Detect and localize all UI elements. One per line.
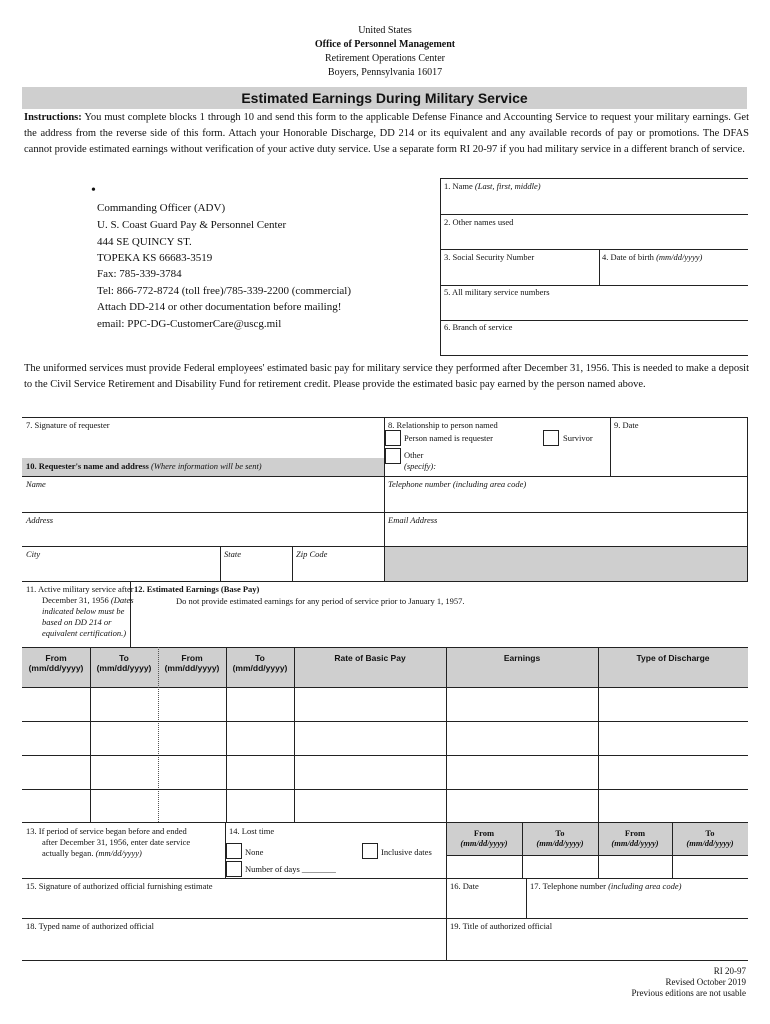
- field-dob[interactable]: [602, 252, 702, 263]
- field-label: 17. Telephone number: [530, 881, 609, 891]
- field-signature-official[interactable]: 15. Signature of authorized official furnishing estimate: [26, 881, 213, 891]
- col-hint: (mm/dd/yyyy): [232, 663, 288, 673]
- days-checkbox[interactable]: [226, 861, 242, 877]
- field-other-names[interactable]: 2. Other names used: [444, 217, 514, 227]
- other-checkbox[interactable]: [385, 448, 401, 464]
- col-hint: (mm/dd/yyyy): [536, 838, 584, 848]
- agency-name: Office of Personnel Management: [314, 39, 456, 50]
- address-line: email: PPC-DG-CustomerCare@uscg.mil: [97, 318, 282, 330]
- col-label: From: [45, 653, 67, 663]
- table-row[interactable]: [22, 755, 748, 756]
- field-13-title: 13. If period of service began before and ended: [26, 826, 187, 836]
- col-to-military: [90, 653, 158, 673]
- col-hint: (mm/dd/yyyy): [460, 838, 508, 848]
- col-to-lost-2: [672, 828, 748, 848]
- field-hint: (mm/dd/yyyy): [95, 848, 142, 858]
- field-date[interactable]: 9. Date: [614, 420, 639, 430]
- number-of-days[interactable]: Number of days ________: [245, 864, 336, 874]
- col-from-military: [22, 653, 90, 673]
- field-11-line4: based on DD 214 or: [42, 617, 112, 627]
- field-label: 10. Requester's name and address: [26, 461, 149, 471]
- field-12-title: 12. Estimated Earnings (Base Pay): [134, 584, 260, 594]
- requester-address-header: [26, 461, 262, 472]
- field-hint: (Where information will be sent): [148, 461, 262, 471]
- field-lost-time: 14. Lost time: [229, 826, 275, 836]
- field-11-line3: indicated below must be: [42, 606, 125, 616]
- col-hint: (mm/dd/yyyy): [611, 838, 659, 848]
- field-relationship: 8. Relationship to person named: [388, 420, 498, 430]
- survivor-checkbox[interactable]: [543, 430, 559, 446]
- instructions: [24, 110, 749, 158]
- address-line: U. S. Coast Guard Pay & Personnel Center: [97, 219, 287, 231]
- option-label: Other: [404, 450, 424, 460]
- address-line: 444 SE QUINCY ST.: [97, 236, 192, 248]
- agency-location: Boyers, Pennsylvania 16017: [327, 67, 443, 78]
- field-official-date[interactable]: 16. Date: [450, 881, 479, 891]
- field-label: actually began.: [42, 848, 96, 858]
- requester-checkbox[interactable]: [385, 430, 401, 446]
- field-12-note: Do not provide estimated earnings for any period of service prior to January 1, 1957.: [176, 596, 465, 606]
- agency-country: United States: [358, 25, 412, 36]
- col-rate-basic-pay: Rate of Basic Pay: [334, 653, 406, 663]
- option-hint: (specify):: [404, 461, 437, 471]
- col-label: From: [181, 653, 203, 663]
- field-signature-requester[interactable]: 7. Signature of requester: [26, 420, 110, 430]
- field-email[interactable]: Email Address: [388, 515, 438, 525]
- form-number: RI 20-97: [713, 966, 746, 976]
- field-11-line2: [42, 595, 134, 606]
- agency-office: Retirement Operations Center: [325, 53, 445, 64]
- field-hint: (mm/dd/yyyy): [656, 252, 703, 262]
- col-hint: (mm/dd/yyyy): [28, 663, 84, 673]
- field-city[interactable]: City: [26, 549, 41, 559]
- option-label: None: [245, 847, 264, 857]
- field-name[interactable]: [444, 181, 541, 192]
- field-official-title[interactable]: 19. Title of authorized official: [450, 921, 553, 931]
- field-zip[interactable]: Zip Code: [296, 549, 328, 559]
- col-label: From: [473, 828, 495, 838]
- field-requester-name[interactable]: Name: [26, 479, 46, 489]
- col-to-earnings: [226, 653, 294, 673]
- address-line: Commanding Officer (ADV): [97, 202, 226, 214]
- revision-date: Revised October 2019: [665, 977, 746, 987]
- field-telephone[interactable]: Telephone number (including area code): [388, 479, 527, 489]
- uniformed-services-note: The uniformed services must provide Federal employees' estimated basic pay for military service they performed after December 31, 1956. This is needed to make a deposit to the Civil Service Retirement and Disability Fund for retirement credit. Please provide the estimated basic pay earned by the person named above.: [24, 363, 749, 390]
- field-hint: (Last, first, middle): [474, 181, 541, 191]
- col-hint: (mm/dd/yyyy): [164, 663, 220, 673]
- field-11-title: 11. Active military service after: [26, 584, 134, 594]
- table-row[interactable]: [22, 789, 748, 790]
- col-from-lost-2: [598, 828, 672, 848]
- address-line: Fax: 785-339-3784: [97, 268, 182, 280]
- field-branch[interactable]: 6. Branch of service: [444, 322, 513, 332]
- field-11-line5: equivalent certification.): [42, 628, 127, 638]
- col-discharge: Type of Discharge: [636, 653, 710, 663]
- field-address[interactable]: Address: [26, 515, 54, 525]
- field-label: 4. Date of birth: [602, 252, 657, 262]
- table-row[interactable]: [22, 721, 748, 722]
- col-label: To: [119, 653, 129, 663]
- col-from-earnings: [158, 653, 226, 673]
- field-label: December 31, 1956: [42, 595, 111, 605]
- field-ssn[interactable]: 3. Social Security Number: [444, 252, 535, 262]
- instructions-text: You must complete blocks 1 through 10 and send this form to the applicable Defense Finance and Accounting Service to request your military earnings. Get the address from the reverse side of this form. Attach your Honorable Discharge, DD 214 or its equivalent and any available records of pay or promotions. The DFAS cannot provide estimated earnings without verification of your active duty service. Use a separate form RI 20-97 if you had military service in a different branch of service.: [24, 112, 749, 155]
- col-earnings: Earnings: [503, 653, 541, 663]
- col-from-lost: [446, 828, 522, 848]
- col-to-lost: [522, 828, 598, 848]
- option-label: Person named is requester: [404, 433, 493, 443]
- address-line: Attach DD-214 or other documentation before mailing!: [97, 301, 342, 313]
- option-label: Inclusive dates: [381, 847, 432, 857]
- field-state[interactable]: State: [224, 549, 241, 559]
- col-hint: (mm/dd/yyyy): [96, 663, 152, 673]
- shaded-area: [385, 547, 747, 581]
- field-hint: (Dates: [110, 595, 134, 605]
- address-line: TOPEKA KS 66683-3519: [97, 252, 213, 264]
- field-hint: (including area code): [608, 881, 682, 891]
- col-label: To: [705, 828, 715, 838]
- none-checkbox[interactable]: [226, 843, 242, 859]
- option-label: Survivor: [563, 433, 593, 443]
- bullet-icon: •: [91, 183, 96, 198]
- form-title: Estimated Earnings During Military Service: [22, 87, 747, 109]
- field-official-phone[interactable]: [530, 881, 681, 892]
- col-hint: (mm/dd/yyyy): [686, 838, 734, 848]
- col-label: To: [255, 653, 265, 663]
- field-13-line2: after December 31, 1956, enter date service: [42, 837, 191, 847]
- address-line: Tel: 866-772-8724 (toll free)/785-339-2200 (commercial): [97, 285, 351, 297]
- instructions-label: Instructions:: [24, 112, 82, 123]
- col-label: To: [555, 828, 565, 838]
- field-official-name[interactable]: 18. Typed name of authorized official: [26, 921, 154, 931]
- col-label: From: [624, 828, 646, 838]
- field-service-numbers[interactable]: 5. All military service numbers: [444, 287, 550, 297]
- previous-editions-note: Previous editions are not usable: [631, 988, 746, 998]
- field-13-line3: [42, 848, 142, 859]
- inclusive-dates-checkbox[interactable]: [362, 843, 378, 859]
- field-label: 1. Name: [444, 181, 475, 191]
